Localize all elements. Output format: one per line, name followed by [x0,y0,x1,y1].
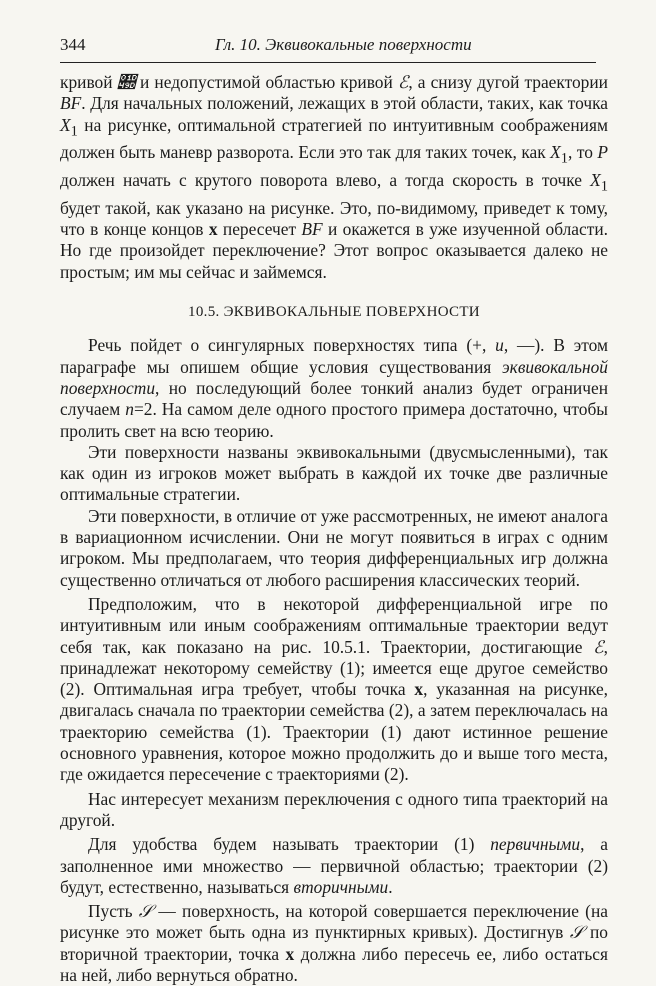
section-title: 10.5. ЭКВИВОКАЛЬНЫЕ ПОВЕРХНОСТИ [188,304,480,321]
paragraph-assumption: Предположим, что в некоторой дифференциальной игре по интуитивным или иным соображениям оптимальные траектории ведут себя так, как показано на рис. 10.5.1. Траектории, достигающие ℰ, принадлежат некоторому семейству (1); имеется еще другое семейство (2). Оптимальная игра требует, чтобы точка x, указанная на рисунке, двигалась сначала по траектории семейства (2), а затем переключалась на траекторию семейства (1). Траектории (1) дают истинное решение основного уравнения, которое можно продолжить до и выше того места, где ожидается пересечение с траекториями (2). [60,593,609,785]
page-number: 344 [60,35,86,54]
paragraph-switching-surface: Пусть 𝒮 — поверхность, на которой совершается переключение (на рисунке это может быть одна из пунктирных кривых). Достигнув 𝒮 по вторичной траектории, точка x должна либо пересечь ее, либо остаться на ней, либо вернуться обратно. [60,901,608,985]
page-body [60,72,608,986]
intro-paragraph: кривой 𝒝 и недопустимой областью кривой ℰ, а снизу дугой траектории BF. Для начальных положений, лежащих в этой области, таких, как точка $X_1$ на рисунке, оптимальной стратегией по интуитивным соображениям должен быть маневр разворота. Если это так для таких точек, как $X_1$, то P должен начать с крутого поворота влево, а тогда скорость в точке $X_1$ будет такой, как указано на рисунке. Это, по-видимому, приведет к тому, что в конце концов x пересечет BF и окажется в уже изученной области. Но где произойдет переключение? Этот вопрос оказывается далеко не простым; им мы сейчас и займемся. [60,72,609,282]
paragraph-switching-interest: Нас интересует механизм переключения с одного типа траекторий на другой. [60,788,608,830]
header-rule [60,62,596,63]
running-head: Гл. 10. Эквивокальные поверхности [215,35,472,54]
page-header [60,35,596,59]
paragraph-equivocal-definition: Эти поверхности названы эквивокальными (двусмысленными), так как один из игроков может выбрать в каждой их точке две различные оптимальные стратегии. [60,441,608,505]
paragraph-primary-secondary: Для удобства будем называть траектории (1) первичными, а заполненное ими множество — первичной областью; траектории (2) будут, естественно, называться вторичными. [60,834,608,897]
paragraph-singular-surfaces: Речь пойдет о сингулярных поверхностях типа (+, u, —). В этом параграфе мы опишем общие условия существования эквивокальной поверхности, но последующий более тонкий анализ будет ограничен случаем n=2. На самом деле одного простого примера достаточно, чтобы пролить свет на всю теорию. [60,335,608,441]
paragraph-no-analogue: Эти поверхности, в отличие от уже рассмотренных, не имеют аналога в вариационном исчислении. Они не могут появиться в играх с одним игроком. Мы предполагаем, что теория дифференциальных игр должна существенно отличаться от любого расширения классических теорий. [60,505,608,590]
